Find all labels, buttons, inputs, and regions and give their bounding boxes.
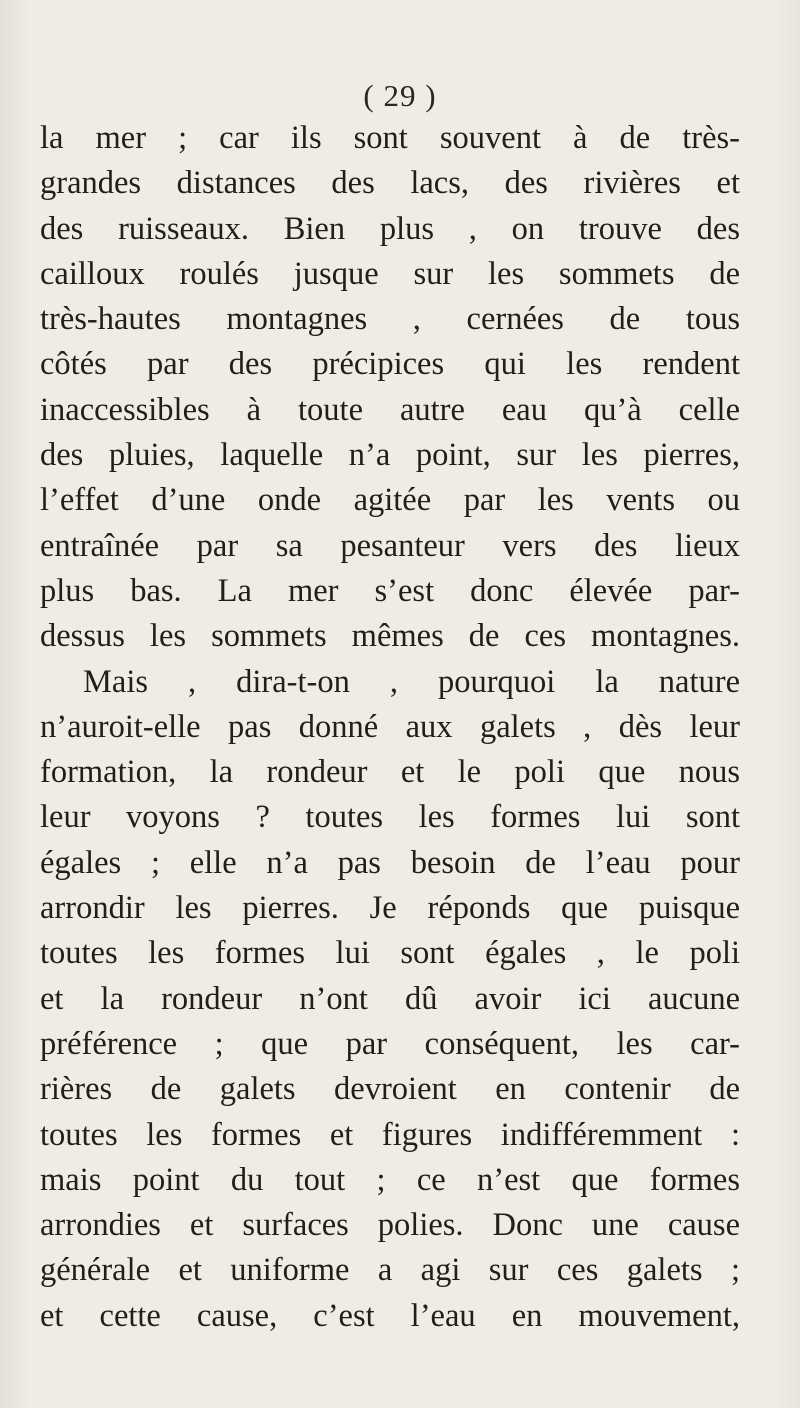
text-line: mais point du tout ; ce n’est que formes (40, 1161, 740, 1198)
text-line: arrondies et surfaces polies. Donc une cause (40, 1207, 740, 1244)
text-line: préférence ; que par conséquent, les car- (40, 1025, 740, 1062)
text-line: des pluies, laquelle n’a point, sur les pierres, (40, 437, 740, 474)
text-line: toutes les formes lui sont égales , le poli (40, 935, 740, 972)
text-line: inaccessibles à toute autre eau qu’à celle (40, 391, 740, 428)
text-line: n’auroit-elle pas donné aux galets , dès leur (40, 708, 740, 745)
text-line: leur voyons ? toutes les formes lui sont (40, 799, 740, 836)
text-line: des ruisseaux. Bien plus , on trouve des (40, 210, 740, 247)
text-line: plus bas. La mer s’est donc élevée par- (40, 572, 740, 609)
text-line: générale et uniforme a agi sur ces galets ; (40, 1252, 740, 1289)
text-line: grandes distances des lacs, des rivières et (40, 165, 740, 202)
text-line: arrondir les pierres. Je réponds que puisque (40, 890, 740, 927)
text-line: toutes les formes et figures indifféremment : (40, 1116, 740, 1153)
text-line: dessus les sommets mêmes de ces montagnes. (40, 618, 740, 655)
text-line: et cette cause, c’est l’eau en mouvement, (40, 1297, 740, 1334)
text-line: rières de galets devroient en contenir de (40, 1071, 740, 1108)
text-line: côtés par des précipices qui les rendent (40, 346, 740, 383)
text-line: formation, la rondeur et le poli que nous (40, 754, 740, 791)
text-line: la mer ; car ils sont souvent à de très- (40, 120, 740, 156)
text-line: l’effet d’une onde agitée par les vents ou (40, 482, 740, 519)
text-line: très-hautes montagnes , cernées de tous (40, 301, 740, 338)
text-line: entraînée par sa pesanteur vers des lieux (40, 527, 740, 564)
body-text (40, 116, 740, 1339)
page-number: ( 29 ) (363, 78, 437, 113)
text-line: et la rondeur n’ont dû avoir ici aucune (40, 980, 740, 1017)
text-line: cailloux roulés jusque sur les sommets de (40, 255, 740, 292)
text-line: égales ; elle n’a pas besoin de l’eau pour (40, 844, 740, 881)
text-line: Mais , dira-t-on , pourquoi la nature (83, 663, 740, 700)
